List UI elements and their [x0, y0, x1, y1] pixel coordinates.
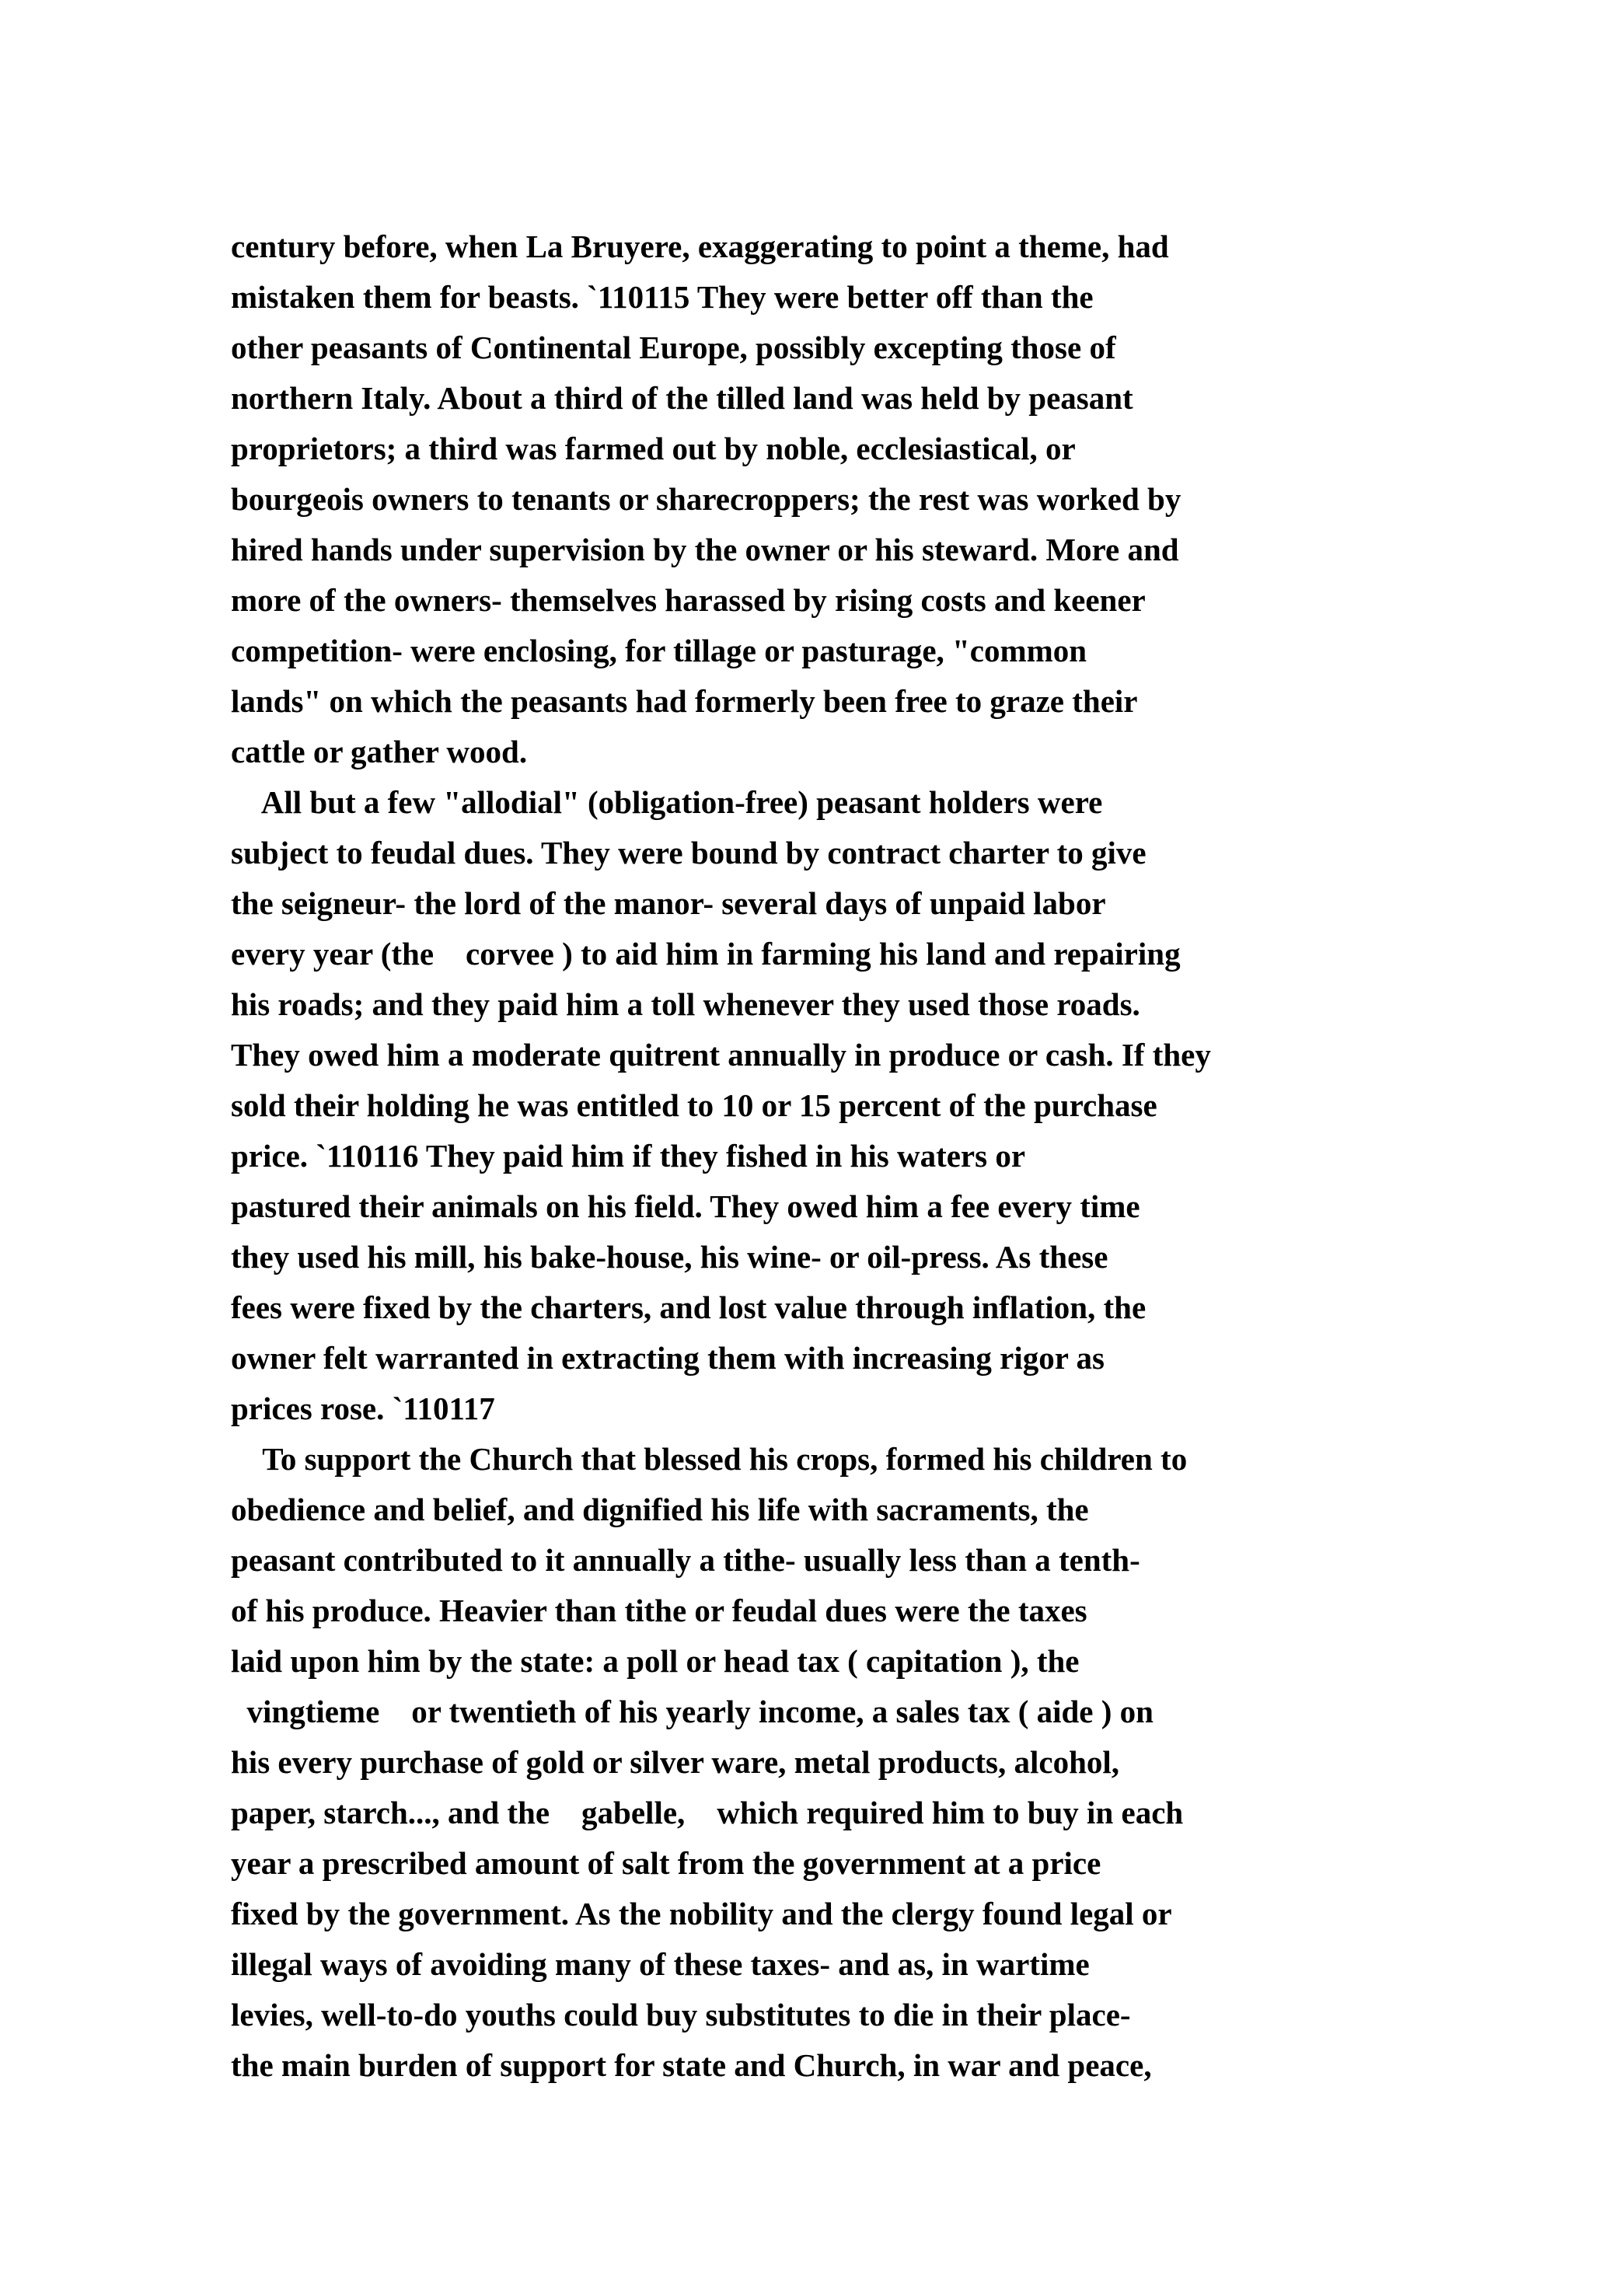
text-line: every year (the corvee ) to aid him in farming his land and repairing: [231, 936, 1181, 972]
text-line: they used his mill, his bake-house, his wine- or oil-press. As these: [231, 1239, 1108, 1275]
text-line: All but a few "allodial" (obligation-free) peasant holders were: [231, 784, 1103, 820]
text-line: mistaken them for beasts. `110115 They were better off than the: [231, 279, 1094, 315]
text-line: obedience and belief, and dignified his life with sacraments, the: [231, 1492, 1089, 1527]
text-line: cattle or gather wood.: [231, 734, 528, 769]
text-line: of his produce. Heavier than tithe or feudal dues were the taxes: [231, 1593, 1087, 1628]
body-text: [231, 222, 1552, 2091]
text-line: peasant contributed to it annually a tithe- usually less than a tenth-: [231, 1542, 1140, 1578]
text-line: pastured their animals on his field. They owed him a fee every time: [231, 1188, 1140, 1224]
text-line: the seigneur- the lord of the manor- several days of unpaid labor: [231, 885, 1106, 921]
text-line: competition- were enclosing, for tillage or pasturage, "common: [231, 633, 1087, 668]
text-line: fees were fixed by the charters, and lost value through inflation, the: [231, 1289, 1147, 1325]
text-line: sold their holding he was entitled to 10 or 15 percent of the purchase: [231, 1087, 1157, 1123]
text-line: paper, starch..., and the gabelle, which required him to buy in each: [231, 1795, 1184, 1830]
text-line: year a prescribed amount of salt from the government at a price: [231, 1845, 1101, 1881]
text-line: prices rose. `110117: [231, 1391, 495, 1426]
text-line: laid upon him by the state: a poll or head tax ( capitation ), the: [231, 1643, 1080, 1679]
text-line: more of the owners- themselves harassed by rising costs and keener: [231, 582, 1146, 618]
text-line: To support the Church that blessed his crops, formed his children to: [231, 1441, 1188, 1477]
text-line: price. `110116 They paid him if they fished in his waters or: [231, 1138, 1026, 1174]
text-line: vingtieme or twentieth of his yearly income, a sales tax ( aide ) on: [231, 1694, 1154, 1729]
text-line: century before, when La Bruyere, exaggerating to point a theme, had: [231, 229, 1169, 264]
text-line: fixed by the government. As the nobility and the clergy found legal or: [231, 1896, 1172, 1931]
text-line: subject to feudal dues. They were bound by contract charter to give: [231, 835, 1147, 871]
text-line: owner felt warranted in extracting them with increasing rigor as: [231, 1340, 1105, 1376]
text-line: They owed him a moderate quitrent annually in produce or cash. If they: [231, 1037, 1211, 1073]
text-line: levies, well-to-do youths could buy substitutes to die in their place-: [231, 1997, 1131, 2033]
text-line: lands" on which the peasants had formerly been free to graze their: [231, 683, 1138, 719]
text-line: his every purchase of gold or silver ware, metal products, alcohol,: [231, 1744, 1120, 1780]
text-line: northern Italy. About a third of the tilled land was held by peasant: [231, 380, 1133, 416]
text-line: proprietors; a third was farmed out by noble, ecclesiastical, or: [231, 431, 1076, 466]
text-line: illegal ways of avoiding many of these taxes- and as, in wartime: [231, 1946, 1090, 1982]
text-line: other peasants of Continental Europe, possibly excepting those of: [231, 330, 1116, 365]
text-line: the main burden of support for state and Church, in war and peace,: [231, 2047, 1152, 2083]
text-line: his roads; and they paid him a toll whenever they used those roads.: [231, 986, 1140, 1022]
text-line: hired hands under supervision by the owner or his steward. More and: [231, 532, 1179, 567]
text-line: bourgeois owners to tenants or sharecroppers; the rest was worked by: [231, 481, 1181, 517]
